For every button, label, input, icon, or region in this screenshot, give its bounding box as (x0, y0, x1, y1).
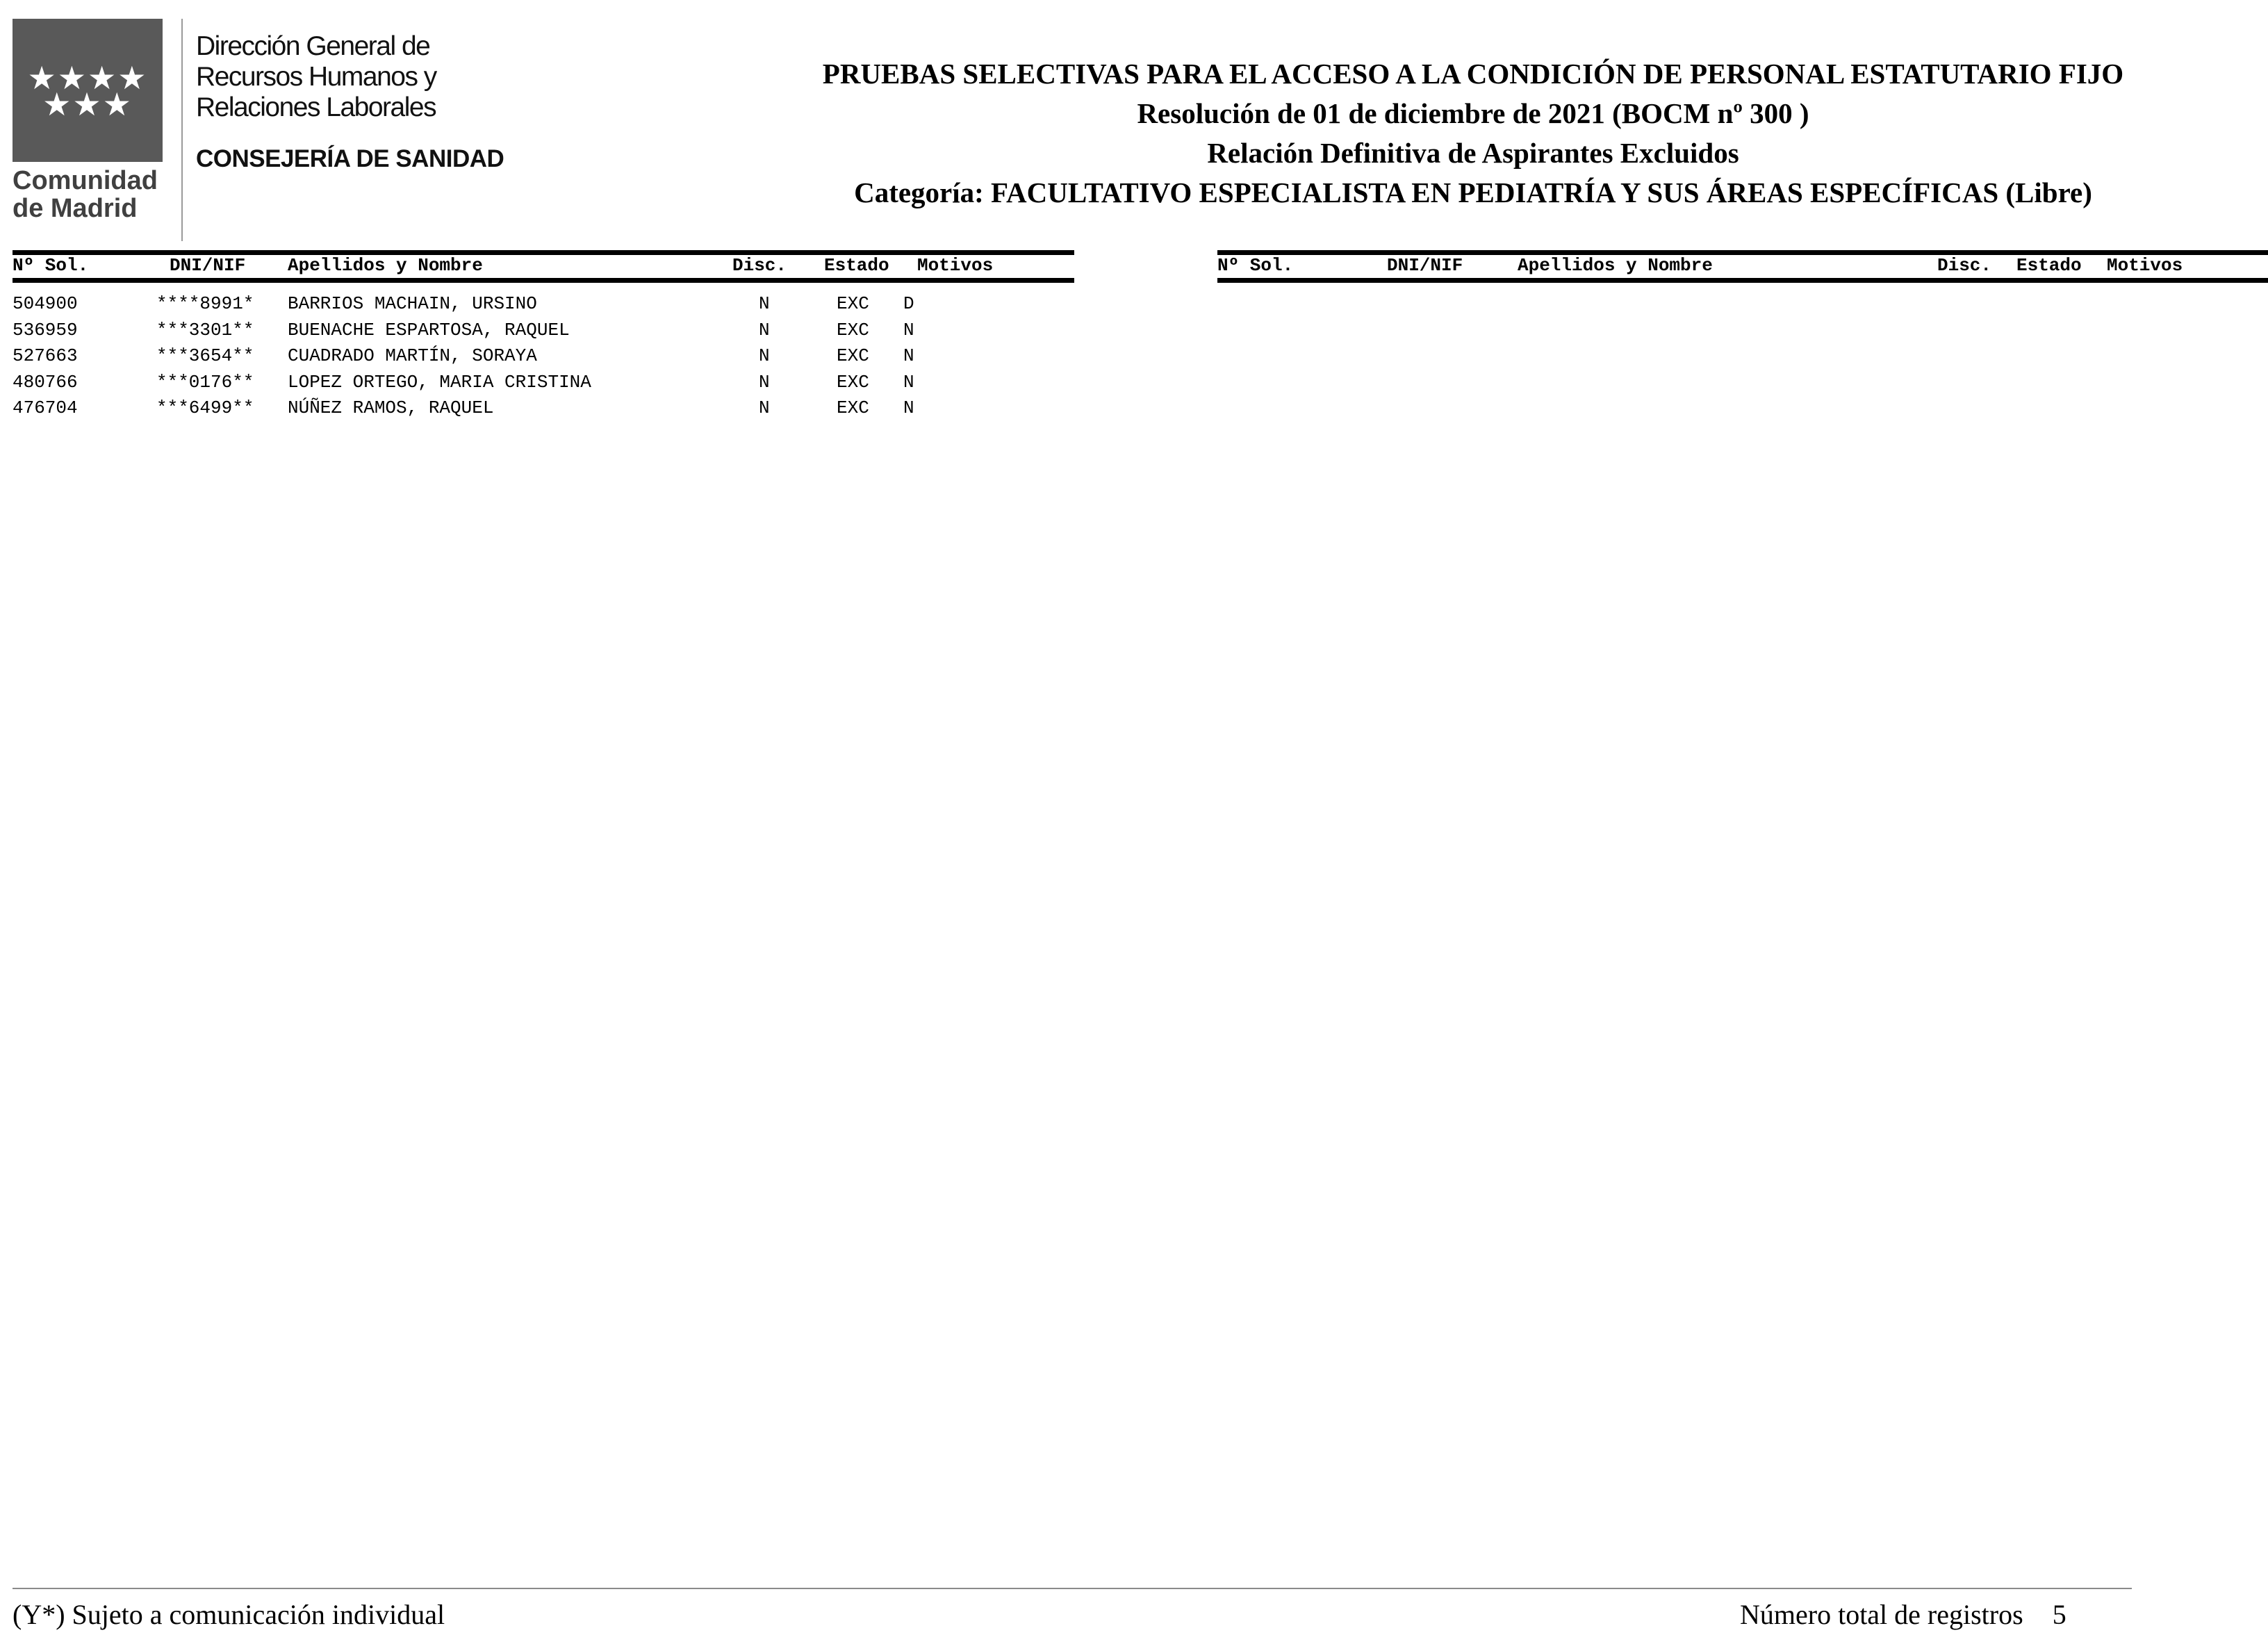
column-header-name: Apellidos y Nombre (1518, 255, 1713, 276)
header-rule-top (1217, 250, 2268, 255)
table-row (13, 318, 985, 345)
cell-estado: EXC (837, 371, 869, 393)
cell-sol: 504900 (13, 293, 78, 314)
resolution-line: Resolución de 01 de diciembre de 2021 (BOCM nº 300 ) (1137, 97, 1809, 129)
cell-motivos: D (903, 293, 914, 314)
table-row (13, 344, 985, 370)
cell-dni: ***3654** (156, 345, 254, 366)
column-header-dni: DNI/NIF (170, 255, 246, 276)
cell-sol: 536959 (13, 319, 78, 340)
column-header-motivos: Motivos (2107, 255, 2183, 276)
column-header-dni: DNI/NIF (1387, 255, 1463, 276)
document-title: PRUEBAS SELECTIVAS PARA EL ACCESO A LA CONDICIÓN DE PERSONAL ESTATUTARIO FIJO (822, 58, 2124, 90)
cell-dni: ***3301** (156, 319, 254, 340)
column-header-disc: Disc. (1937, 255, 1992, 276)
document-header (730, 54, 2217, 213)
header-rule-bottom (1217, 278, 2268, 283)
cell-name: BUENACHE ESPARTOSA, RAQUEL (288, 319, 570, 340)
cell-sol: 527663 (13, 345, 78, 366)
table-header-left (13, 250, 1074, 285)
cell-disc: N (759, 371, 770, 393)
column-header-sol: Nº Sol. (1217, 255, 1294, 276)
relation-line: Relación Definitiva de Aspirantes Excluidos (1207, 137, 1739, 169)
cell-name: BARRIOS MACHAIN, URSINO (288, 293, 537, 314)
column-header-disc: Disc. (732, 255, 787, 276)
category-line: Categoría: FACULTATIVO ESPECIALISTA EN PEDIATRÍA Y SUS ÁREAS ESPECÍFICAS (Libre) (854, 176, 2092, 208)
org-line-3: Relaciones Laborales (196, 92, 436, 122)
org-name (196, 31, 436, 123)
comunidad-madrid-logo (13, 19, 163, 162)
org-line-2: Recursos Humanos y (196, 62, 436, 92)
header-rule-top (13, 250, 1074, 255)
cell-estado: EXC (837, 319, 869, 340)
cell-disc: N (759, 293, 770, 314)
table-header-right (1217, 250, 2268, 285)
total-records-label: Número total de registros (1740, 1599, 2023, 1630)
header-rule-bottom (13, 278, 1074, 283)
table-row (13, 370, 985, 397)
cell-motivos: N (903, 397, 914, 418)
cell-estado: EXC (837, 293, 869, 314)
table-row (13, 396, 985, 422)
cell-name: NÚÑEZ RAMOS, RAQUEL (288, 397, 494, 418)
total-records-value: 5 (2052, 1599, 2066, 1630)
cell-disc: N (759, 319, 770, 340)
cell-dni: ****8991* (156, 293, 254, 314)
column-header-sol: Nº Sol. (13, 255, 89, 276)
column-header-estado: Estado (2016, 255, 2082, 276)
cell-estado: EXC (837, 397, 869, 418)
logo-divider (181, 19, 183, 241)
cell-disc: N (759, 397, 770, 418)
org-line-1: Dirección General de (196, 31, 430, 61)
logo-stars-icon: ★★★ (42, 85, 133, 123)
cell-disc: N (759, 345, 770, 366)
cell-motivos: N (903, 371, 914, 393)
cell-name: LOPEZ ORTEGO, MARIA CRISTINA (288, 371, 591, 393)
cell-name: CUADRADO MARTÍN, SORAYA (288, 345, 537, 366)
logo-line-1: Comunidad (13, 166, 158, 195)
footer-note: (Y*) Sujeto a comunicación individual (13, 1599, 445, 1630)
cell-estado: EXC (837, 345, 869, 366)
logo-wordmark (13, 167, 179, 222)
cell-sol: 480766 (13, 371, 78, 393)
logo-line-2: de Madrid (13, 194, 138, 223)
cell-dni: ***0176** (156, 371, 254, 393)
consejeria-label: CONSEJERÍA DE SANIDAD (196, 145, 504, 172)
column-header-motivos: Motivos (917, 255, 994, 276)
table-row (13, 292, 985, 318)
applicants-list (13, 292, 985, 422)
footer-total (1740, 1598, 2066, 1631)
footer-divider (13, 1588, 2132, 1589)
column-header-name: Apellidos y Nombre (288, 255, 483, 276)
logo-stars-icon: ★★★★ (27, 59, 148, 97)
cell-sol: 476704 (13, 397, 78, 418)
column-header-estado: Estado (824, 255, 889, 276)
cell-motivos: N (903, 345, 914, 366)
cell-motivos: N (903, 319, 914, 340)
cell-dni: ***6499** (156, 397, 254, 418)
